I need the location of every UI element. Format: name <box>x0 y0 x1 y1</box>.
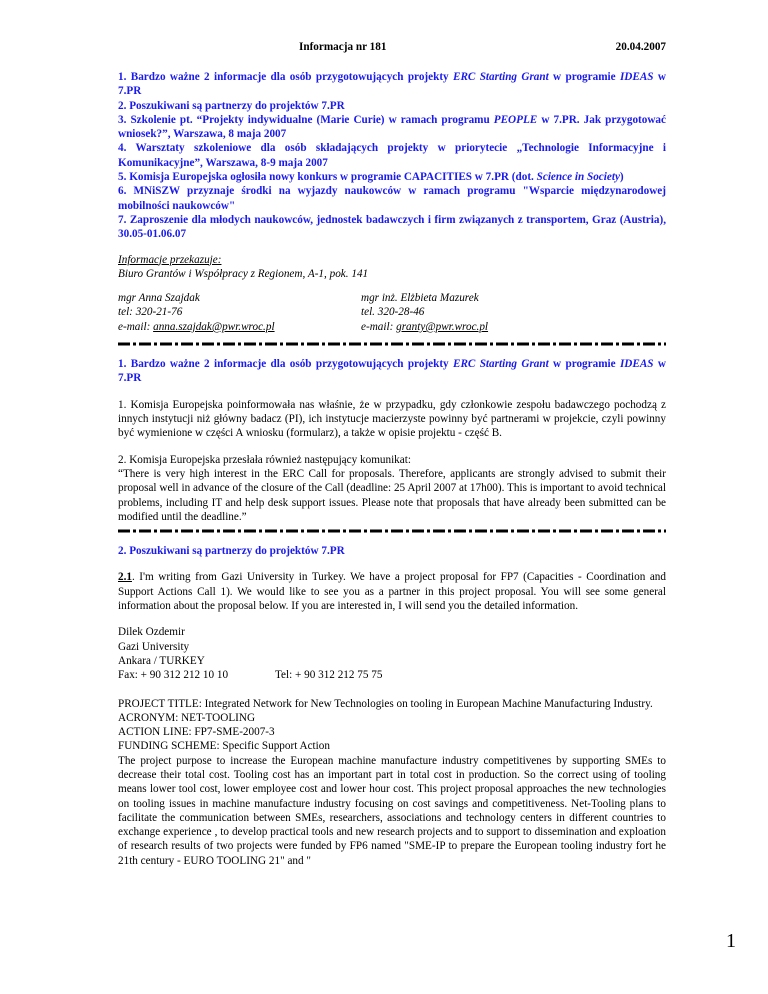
toc-item-4: 4. Warsztaty szkoleniowe dla osób składających projekty w priorytecie „Technologie Informacyjne i Komunikacyjne”, Warszawa, 8-9 maja 2007 <box>118 142 666 169</box>
dash-dot-separator <box>118 341 666 347</box>
document-page <box>118 40 666 868</box>
contact-email-line: e-mail: granty@pwr.wroc.pl <box>361 320 489 333</box>
section-1-paragraph-1: 1. Komisja Europejska poinformowała nas właśnie, że w przypadku, gdy członkowie zespołu badawczego pochodzą z innych instytucji niż główny badacz (PI), ich instytucje macierzyste powinny być partnerami w projekcie, czyli powinny być wymienione w części A wniosku (formularz), a także w opisie projektu - część B. <box>118 398 666 440</box>
info-label: Informacje przekazuje: <box>118 253 222 266</box>
project-description: PROJECT TITLE: Integrated Network for New Technologies on tooling in European Machine Manufacturing Industry. ACRONYM: NET-TOOLING ACTION LINE: FP7-SME-2007-3 FUNDING SCHEME: Specific Support Action The project purpose to increase the European machine manufacture industry competitivenes by supporting SMEs to decrease their total cost. Tooling cost has an important part in total cost in production. So the correct using of tooling means lower tool cost, lower employee cost and lower hour cost. This project proposal approaches the new technologies on tooling issues in machine manufacture industry focusing on cost savings and competitiveness. Net-Tooling plans to facilitate the communication between SMEs, researchers, associations and technology centers in different countries to exchange experience , to develop practical tools and new research projects and to support to dissemination and exploation of research results of two projects were funded by FP6 named "SME-IP to prepare the European tooling industry fort he 21th century - EURO TOOLING 21" and " <box>118 697 666 867</box>
info-date: 20.04.2007 <box>615 41 666 53</box>
contact-name: mgr inż. Elżbieta Mazurek <box>361 292 479 305</box>
info-block <box>118 253 666 282</box>
office-name: Biuro Grantów i Współpracy z Regionem, A-1, pok. 141 <box>118 267 369 280</box>
email-link[interactable]: granty@pwr.wroc.pl <box>396 320 489 333</box>
toc-item-6: 6. MNiSZW przyznaje środki na wyjazdy naukowców w ramach programu "Wsparcie międzynarodowej mobilności naukowców" <box>118 185 666 212</box>
section-2-paragraph: 2.1. I'm writing from Gazi University in Turkey. We have a project proposal for FP7 (Capacities - Coordination and Support Actions Call 1). We would like to see you as a partner in this project proposal. You will see some general information about the proposal below. If you are interested in, I will send you the detailed information. <box>118 571 666 613</box>
contact-tel: tel: 320-21-76 <box>118 306 183 319</box>
section-2-title: 2. Poszukiwani są partnerzy do projektów 7.PR <box>118 545 345 558</box>
contact-2 <box>361 291 488 334</box>
toc-item-3: 3. Szkolenie pt. “Projekty indywidualne (Marie Curie) w ramach programu PEOPLE w 7.PR. Jak przygotować wniosek?”, Warszawa, 8 maja 2007 <box>118 113 666 141</box>
toc-item-2: 2. Poszukiwani są partnerzy do projektów 7.PR <box>118 99 345 112</box>
email-link[interactable]: anna.szajdak@pwr.wroc.pl <box>153 320 275 333</box>
toc-item-5: 5. Komisja Europejska ogłosiła nowy konkurs w programie CAPACITIES w 7.PR (dot. Science in Society) <box>118 171 624 184</box>
dash-dot-separator <box>118 528 666 534</box>
contact-name: mgr Anna Szajdak <box>118 292 200 305</box>
toc-item-1: 1. Bardzo ważne 2 informacje dla osób przygotowujących projekty ERC Starting Grant w programie IDEAS w 7.PR <box>118 71 666 98</box>
contact-email-line: e-mail: anna.szajdak@pwr.wroc.pl <box>118 320 275 333</box>
section-1-paragraph-2: 2. Komisja Europejska przesłała również następujący komunikat: “There is very high interest in the ERC Call for proposals. Therefore, applicants are strongly advised to submit their proposal well in advance of the closure of the Call (deadline: 25 April 2007 at 17h00). This is important to avoid technical problems, including IT and help desk support issues. Please note that proposals that have already been submitted can be modified until the deadline.” <box>118 453 666 523</box>
contact-tel: tel. 320-28-46 <box>361 306 425 319</box>
section-1-title: 1. Bardzo ważne 2 informacje dla osób przygotowujących projekty ERC Starting Grant w programie IDEAS w 7.PR <box>118 358 666 385</box>
contacts <box>118 291 666 337</box>
info-number: Informacja nr 181 <box>299 41 387 53</box>
page-number: 1 <box>726 930 736 952</box>
document-header <box>118 40 666 56</box>
contact-address: Dilek Ozdemir Gazi University Ankara / TURKEY Fax: + 90 312 212 10 10 Tel: + 90 312 212 75 75 <box>118 626 383 682</box>
contact-1 <box>118 291 275 334</box>
table-of-contents <box>118 70 666 242</box>
toc-item-7: 7. Zaproszenie dla młodych naukowców, jednostek badawczych i firm związanych z transportem, Graz (Austria), 30.05-01.06.07 <box>118 213 666 241</box>
